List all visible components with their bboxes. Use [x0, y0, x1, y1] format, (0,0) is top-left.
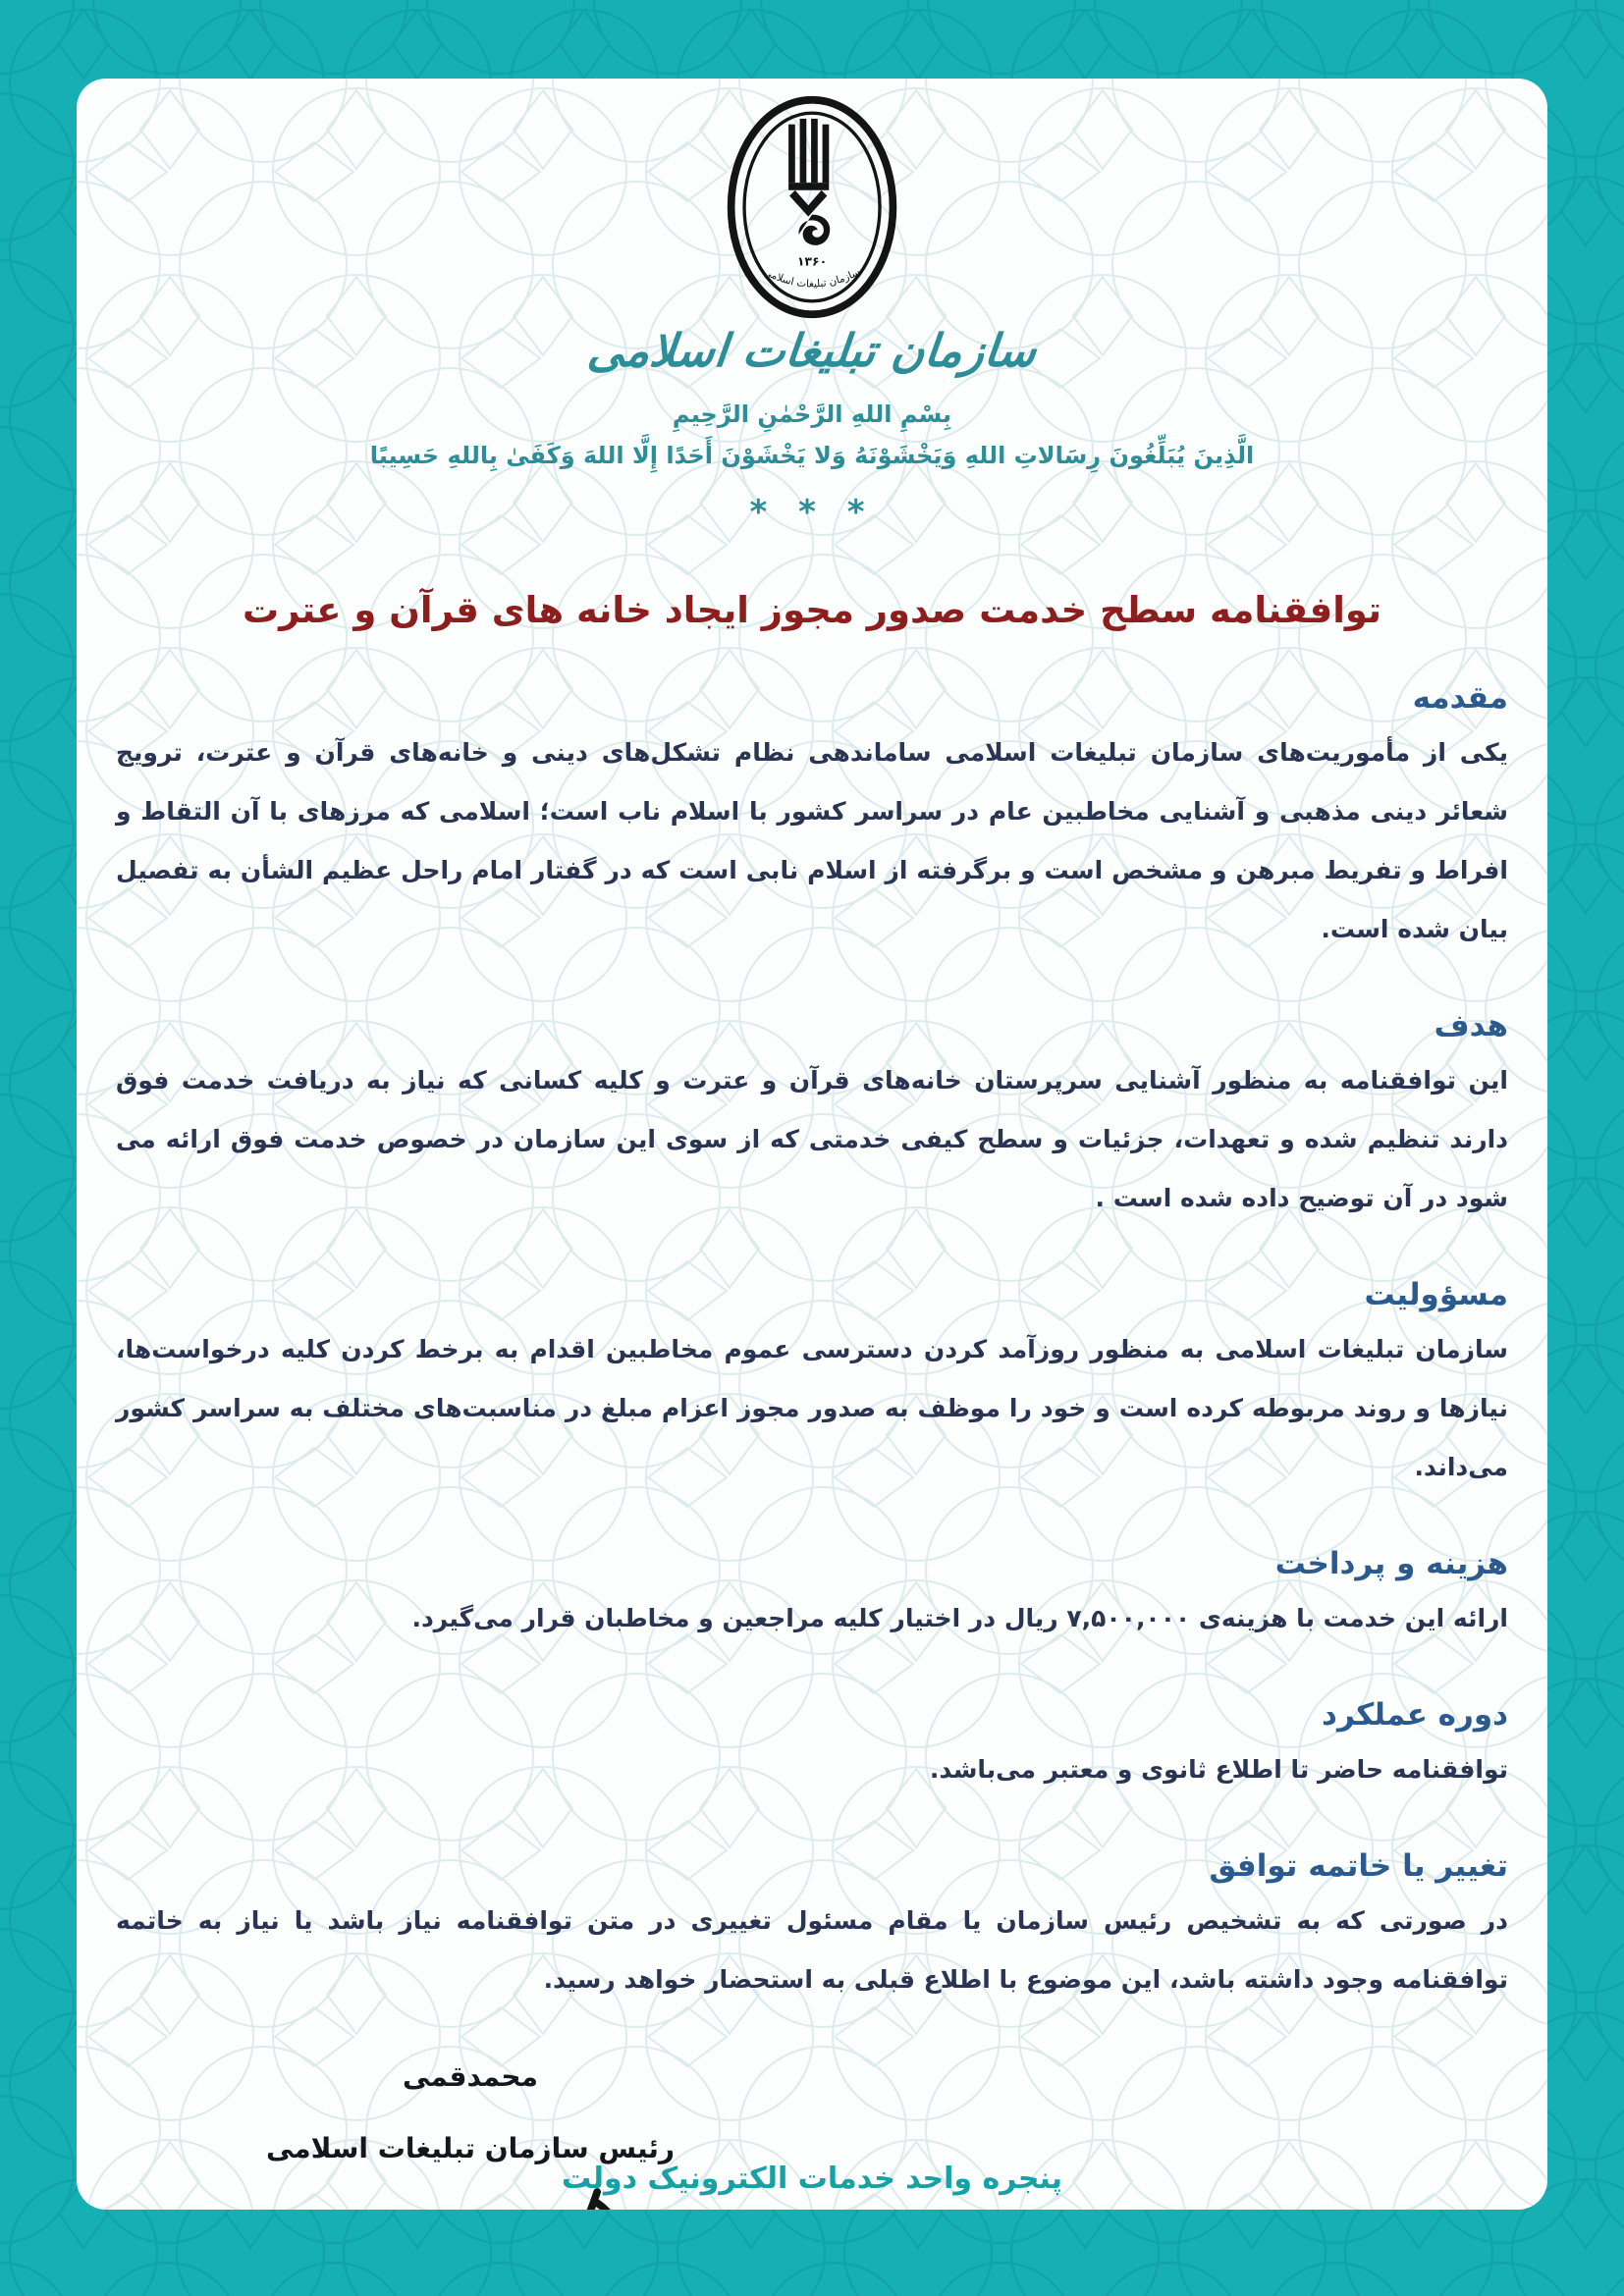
- organization-name-calligraphy: سازمان تبلیغات اسلامی: [585, 324, 1039, 377]
- signatory-name: محمدقمی: [403, 2060, 538, 2093]
- asterisk-separator: * * *: [749, 493, 875, 532]
- section-body: سازمان تبلیغات اسلامی به منظور روزآمد کردن دسترسی عموم مخاطبین اقدام به برخط کردن کلیه درخواست‌ها، نیازها و روند مربوطه کرده است و خود را موظف به صدور مجوز اعزام مبلغ در مناسبت‌های مختلف به سراسر کشور می‌داند.: [116, 1335, 1508, 1481]
- section-body: در صورتی که به تشخیص رئیس سازمان یا مقام مسئول تغییری در متن توافقنامه نیاز باشد یا نیاز به خاتمه توافقنامه وجود داشته باشد، این موضوع با اطلاع قبلی به استحضار خواهد رسید.: [116, 1906, 1508, 1994]
- signatory-role: رئیس سازمان تبلیغات اسلامی: [265, 2132, 676, 2164]
- section-responsibility: [112, 1277, 1512, 1497]
- footer-text: پنجره واحد خدمات الکترونیک دولت: [562, 2162, 1062, 2196]
- section-heading: مسؤولیت: [1364, 1277, 1508, 1312]
- agreement-title: توافقنامه سطح خدمت صدور مجوز ایجاد خانه های قرآن و عترت: [242, 589, 1382, 631]
- bismillah-text: بِسْمِ اللهِ الرَّحْمٰنِ الرَّحِيمِ: [672, 400, 952, 428]
- document-content: [77, 79, 1547, 2210]
- section-heading: هزینه و پرداخت: [1274, 1546, 1508, 1581]
- section-body: این توافقنامه به منظور آشنایی سرپرستان خانه‌های قرآن و عترت و کلیه کسانی که نیاز به دریافت خدمت فوق دارند تنظیم شده و تعهدات، جزئیات و سطح کیفی خدمتی که از سوی این سازمان در خصوص خدمت فوق ارائه می شود در آن توضیح داده شده است .: [116, 1066, 1508, 1212]
- section-body: یکی از مأموریت‌های سازمان تبلیغات اسلامی ساماندهی نظام تشکل‌های دینی و خانه‌های قرآن و عترت، ترویج شعائر دینی مذهبی و آشنایی مخاطبین عام در سراسر کشور با اسلام ناب است؛ اسلامی که مرزهای با آن التقاط و افراط و تفریط مبرهن و مشخص است و برگرفته از اسلام نابی است که در گفتار امام راحل عظیم الشأن به تفصیل بیان شده است.: [116, 738, 1508, 943]
- section-performance-period: [112, 1697, 1512, 1799]
- section-heading: مقدمه: [1412, 680, 1508, 716]
- inner-page: [77, 79, 1547, 2210]
- section-introduction: [112, 680, 1512, 959]
- section-goal: [112, 1008, 1512, 1228]
- section-heading: هدف: [1434, 1008, 1508, 1043]
- allah-calligraphy-glyph: [788, 119, 830, 245]
- section-body: ارائه این خدمت با هزینه‌ی ۷,۵۰۰,۰۰۰ ریال در اختیار کلیه مراجعین و مخاطبان قرار می‌گیرد.: [411, 1604, 1508, 1632]
- organization-logo-icon: [723, 94, 901, 320]
- logo-year: ۱۳۶۰: [796, 253, 828, 269]
- section-heading: تغییر یا خاتمه توافق: [1209, 1848, 1508, 1884]
- section-change-termination: [112, 1848, 1512, 2009]
- quran-verse-text: الَّذِينَ يُبَلِّغُونَ رِسَالاتِ اللهِ وَيَخْشَوْنَهُ وَلا يَخْشَوْنَ أَحَدًا إِلَّا اللهَ وَكَفَىٰ بِاللهِ حَسِيبًا: [369, 442, 1255, 469]
- section-heading: دوره عملکرد: [1322, 1697, 1508, 1733]
- section-cost-payment: [112, 1546, 1512, 1648]
- logo-arc-text: سازمان تبلیغات اسلامی: [762, 266, 862, 291]
- section-body: توافقنامه حاضر تا اطلاع ثانوی و معتبر می‌باشد.: [929, 1755, 1508, 1784]
